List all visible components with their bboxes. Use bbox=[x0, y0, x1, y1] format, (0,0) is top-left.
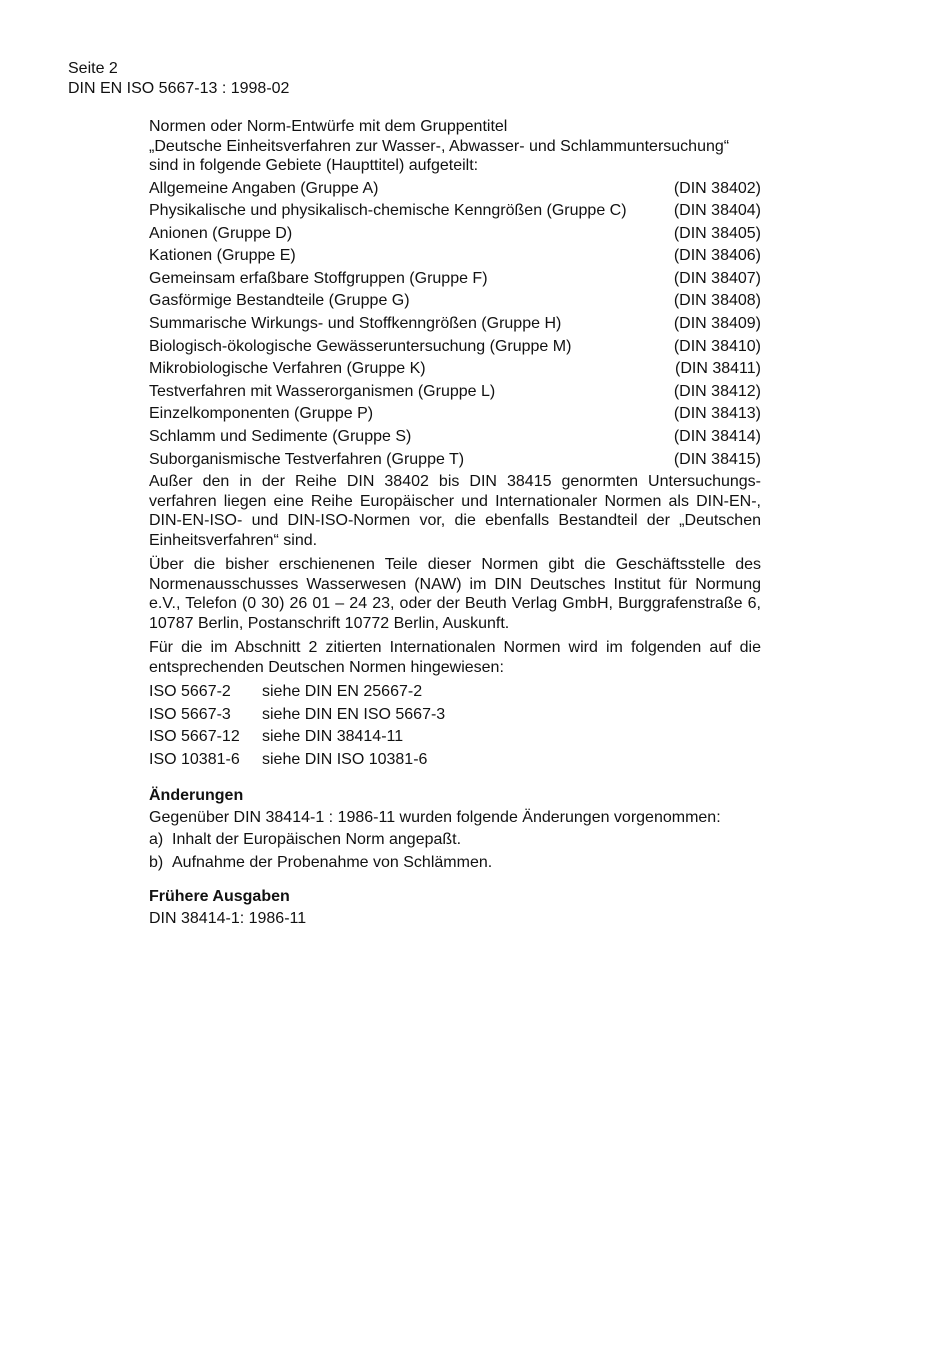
series-title: Schlamm und Sedimente (Gruppe S) bbox=[149, 428, 412, 446]
document-body bbox=[149, 117, 761, 930]
series-row bbox=[149, 200, 761, 223]
changes-item-text: Aufnahme der Probenahme von Schlämmen. bbox=[172, 853, 493, 871]
changes-item bbox=[149, 829, 761, 852]
series-code: (DIN 38407) bbox=[673, 269, 761, 287]
series-code: (DIN 38412) bbox=[673, 382, 761, 400]
series-row bbox=[149, 245, 761, 268]
intro-line: sind in folgende Gebiete (Haupttitel) aufgeteilt: bbox=[149, 157, 479, 174]
reference-din: siehe DIN EN 25667-2 bbox=[262, 683, 423, 701]
series-title: Biologisch-ökologische Gewässeruntersuchung (Gruppe M) bbox=[149, 337, 572, 355]
series-code: (DIN 38414) bbox=[673, 428, 761, 446]
changes-item bbox=[149, 852, 761, 875]
earlier-editions-text: DIN 38414-1: 1986-11 bbox=[149, 910, 307, 928]
series-row bbox=[149, 178, 761, 201]
series-title: Gasförmige Bestandteile (Gruppe G) bbox=[149, 292, 410, 310]
changes-item-mark: a) bbox=[149, 831, 164, 849]
reference-list bbox=[149, 681, 761, 771]
reference-row bbox=[149, 749, 761, 772]
series-title: Allgemeine Angaben (Gruppe A) bbox=[149, 179, 379, 197]
series-row bbox=[149, 426, 761, 449]
reference-row bbox=[149, 704, 761, 727]
reference-iso: ISO 5667-3 bbox=[149, 705, 231, 723]
earlier-editions-heading: Frühere Ausgaben bbox=[149, 888, 290, 906]
intro-line: „Deutsche Einheitsverfahren zur Wasser-, Abwasser- und Schlammuntersuchung“ bbox=[149, 137, 730, 155]
page-header bbox=[68, 59, 289, 99]
series-title: Einzelkomponenten (Gruppe P) bbox=[149, 405, 374, 423]
series-row bbox=[149, 381, 761, 404]
series-row bbox=[149, 313, 761, 336]
series-code: (DIN 38406) bbox=[673, 247, 761, 265]
series-row bbox=[149, 290, 761, 313]
series-code: (DIN 38404) bbox=[673, 202, 761, 220]
page-number: Seite 2 bbox=[68, 60, 118, 77]
series-code: (DIN 38413) bbox=[673, 405, 761, 423]
series-row bbox=[149, 449, 761, 472]
reference-row bbox=[149, 726, 761, 749]
series-row bbox=[149, 403, 761, 426]
intro-line: Normen oder Norm-Entwürfe mit dem Gruppentitel bbox=[149, 118, 508, 135]
reference-iso: ISO 5667-12 bbox=[149, 728, 240, 746]
series-row bbox=[149, 268, 761, 291]
series-row bbox=[149, 223, 761, 246]
document-id: DIN EN ISO 5667-13 : 1998-02 bbox=[68, 80, 290, 97]
series-title: Suborganismische Testverfahren (Gruppe T) bbox=[149, 450, 465, 468]
changes-heading: Änderungen bbox=[149, 786, 244, 804]
series-code: (DIN 38410) bbox=[673, 337, 761, 355]
reference-din: siehe DIN EN ISO 5667-3 bbox=[262, 705, 446, 723]
standards-series-list bbox=[149, 178, 761, 472]
paragraph-information-contact: Über die bisher erschienenen Teile dieser Normen gibt die Geschäftsstelle des Normenausschusses Wasserwesen (NAW) im DIN Deutsches Institut für Normung e.V., Telefon (0 30) 26 01 – 24 23, oder der Beuth Verlag GmbH, Burggrafenstraße 6, 10787 Berlin, Postanschrift 10772 Berlin, Auskunft. bbox=[149, 556, 761, 632]
changes-item-mark: b) bbox=[149, 853, 164, 871]
series-title: Gemeinsam erfaßbare Stoffgruppen (Gruppe F) bbox=[149, 269, 488, 287]
series-row bbox=[149, 336, 761, 359]
series-title: Anionen (Gruppe D) bbox=[149, 224, 293, 242]
series-code: (DIN 38402) bbox=[673, 179, 761, 197]
reference-din: siehe DIN ISO 10381-6 bbox=[262, 751, 428, 768]
series-code: (DIN 38409) bbox=[673, 315, 761, 333]
series-title: Testverfahren mit Wasserorganismen (Gruppe L) bbox=[149, 382, 496, 400]
paragraph-european-standards: Außer den in der Reihe DIN 38402 bis DIN 38415 genormten Untersuchungs-verfahren liegen eine Reihe Europäischer und Internationaler Normen als DIN-EN-, DIN-EN-ISO- und DIN-ISO-Normen vor, die ebenfalls Bestandteil der „Deutschen Einheitsverfahren“ sind. bbox=[149, 473, 761, 549]
series-title: Kationen (Gruppe E) bbox=[149, 247, 296, 265]
changes-intro: Gegenüber DIN 38414-1 : 1986-11 wurden folgende Änderungen vorgenommen: bbox=[149, 808, 721, 826]
changes-item-text: Inhalt der Europäischen Norm angepaßt. bbox=[172, 831, 462, 849]
intro-text bbox=[149, 117, 761, 176]
series-code: (DIN 38405) bbox=[673, 224, 761, 242]
reference-din: siehe DIN 38414-11 bbox=[262, 728, 404, 746]
reference-iso: ISO 10381-6 bbox=[149, 751, 240, 768]
series-code: (DIN 38411) bbox=[675, 360, 761, 378]
series-title: Mikrobiologische Verfahren (Gruppe K) bbox=[149, 360, 426, 378]
series-title: Physikalische und physikalisch-chemische Kenngrößen (Gruppe C) bbox=[149, 202, 627, 220]
series-code: (DIN 38408) bbox=[673, 292, 761, 310]
reference-iso: ISO 5667-2 bbox=[149, 683, 231, 701]
paragraph-cited-standards: Für die im Abschnitt 2 zitierten Internationalen Normen wird im folgenden auf die entsprechenden Deutschen Normen hingewiesen: bbox=[149, 639, 761, 676]
series-row bbox=[149, 358, 761, 381]
series-title: Summarische Wirkungs- und Stoffkenngrößen (Gruppe H) bbox=[149, 315, 562, 333]
reference-row bbox=[149, 681, 761, 704]
series-code: (DIN 38415) bbox=[673, 450, 761, 468]
